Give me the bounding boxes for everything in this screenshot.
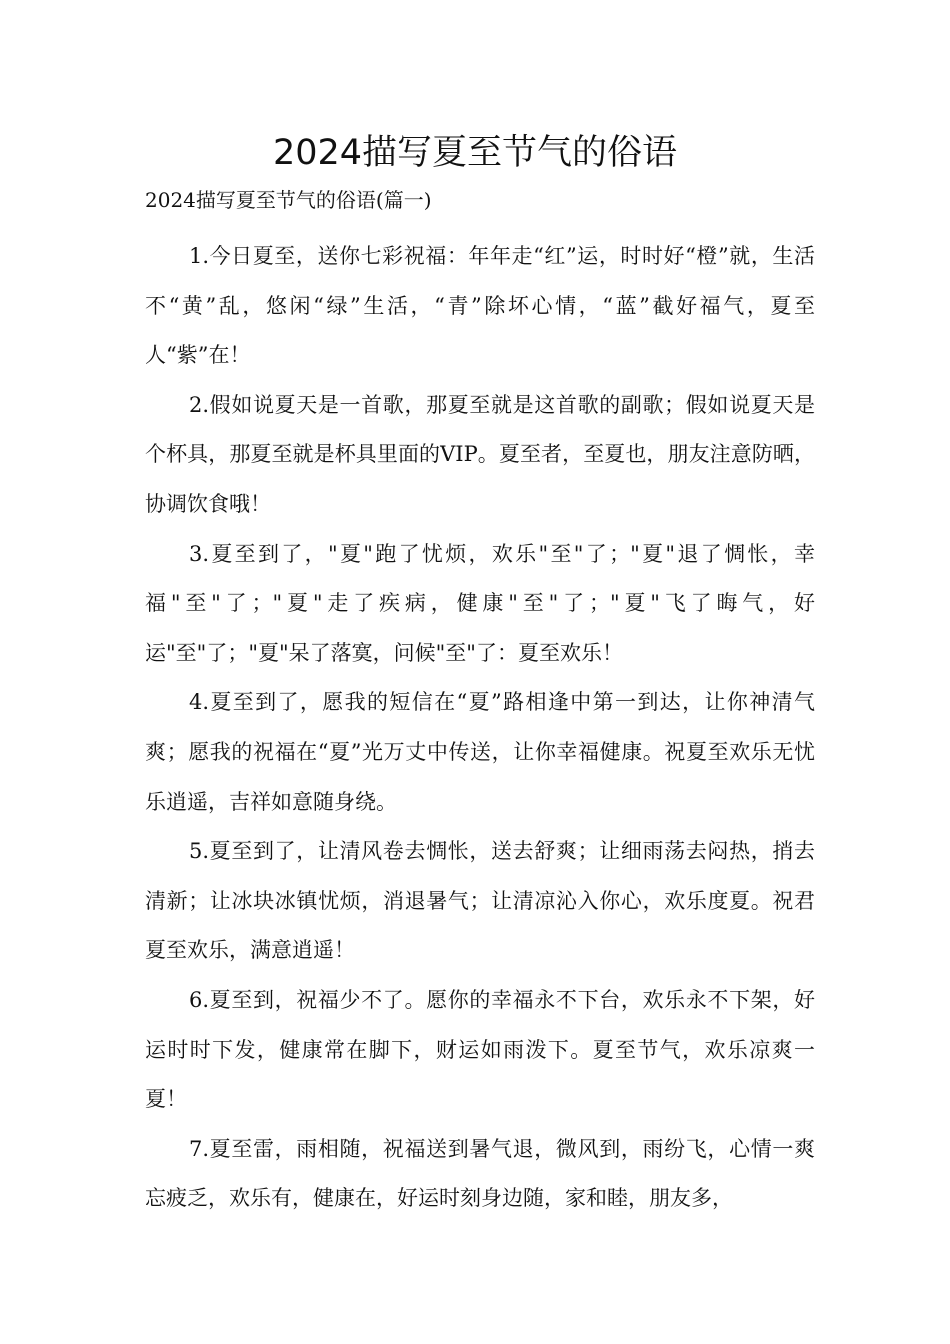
document-body [145, 232, 815, 1224]
section-heading: 2024描写夏至节气的俗语(篇一) [145, 188, 432, 212]
paragraph-5: 5.夏至到了，让清风卷去惆怅，送去舒爽；让细雨荡去闷热，捎去清新；让冰块冰镇忧烦，消退暑气；让清凉沁入你心，欢乐度夏。祝君夏至欢乐，满意逍遥！ [145, 839, 815, 963]
paragraph-7: 7.夏至雷，雨相随，祝福送到暑气退，微风到，雨纷飞，心情一爽忘疲乏，欢乐有，健康在，好运时刻身边随，家和睦，朋友多， [145, 1136, 815, 1211]
paragraph-6: 6.夏至到，祝福少不了。愿你的幸福永不下台，欢乐永不下架，好运时时下发，健康常在脚下，财运如雨泼下。夏至节气，欢乐凉爽一夏！ [145, 987, 815, 1112]
paragraph-4: 4.夏至到了，愿我的短信在“夏”路相逢中第一到达，让你神清气爽；愿我的祝福在“夏”光万丈中传送，让你幸福健康。祝夏至欢乐无忧乐逍遥，吉祥如意随身绕。 [145, 690, 815, 814]
paragraph-2: 2.假如说夏天是一首歌，那夏至就是这首歌的副歌；假如说夏天是个杯具，那夏至就是杯具里面的VIP。夏至者，至夏也，朋友注意防晒，协调饮食哦！ [145, 392, 815, 516]
document-title: 2024描写夏至节气的俗语 [272, 133, 678, 173]
paragraph-1: 1.今日夏至，送你七彩祝福：年年走“红”运，时时好“橙”就，生活不“黄”乱，悠闲“绿”生活，“青”除坏心情，“蓝”截好福气，夏至人“紫”在！ [145, 244, 815, 368]
paragraph-3: 3.夏至到了，"夏"跑了忧烦，欢乐"至"了；"夏"退了惆怅，幸福"至"了；"夏"走了疾病，健康"至"了；"夏"飞了晦气，好运"至"了；"夏"呆了落寞，问候"至"了：夏至欢乐！ [145, 541, 815, 665]
